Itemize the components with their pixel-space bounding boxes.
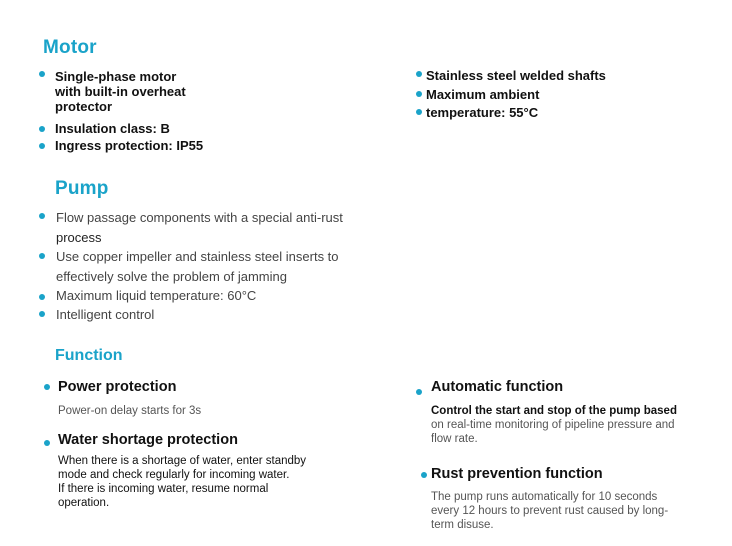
- rust-prevention-title: Rust prevention function: [431, 466, 603, 482]
- bullet-icon: [39, 143, 45, 149]
- automatic-function-title: Automatic function: [431, 379, 564, 395]
- pump-heading: Pump: [55, 178, 109, 199]
- pump-item-4: Intelligent control: [56, 307, 155, 322]
- pump-item-1: Flow passage components with a special anti-rust process: [56, 210, 343, 245]
- water-shortage-title: Water shortage protection: [58, 432, 238, 448]
- motor-item-3: Ingress protection: IP55: [55, 138, 204, 153]
- bullet-icon: [39, 311, 45, 317]
- pump-item-2: Use copper impeller and stainless steel inserts to effectively solve the problem of jamming: [56, 249, 339, 284]
- motor-right-item-2: Maximum ambient: [426, 87, 540, 102]
- function-heading: Function: [55, 347, 123, 364]
- bullet-icon: [416, 109, 422, 115]
- water-shortage-desc: When there is a shortage of water, enter standby mode and check regularly for incoming water. If there is incoming water, resume normal operation.: [58, 455, 307, 509]
- bullet-icon: [39, 294, 45, 300]
- bullet-icon: [39, 71, 45, 77]
- motor-item-1: Single-phase motor with built-in overheat protector: [55, 69, 186, 114]
- motor-heading: Motor: [43, 37, 97, 58]
- rust-prevention-desc: The pump runs automatically for 10 seconds every 12 hours to prevent rust caused by long- term disuse.: [431, 491, 669, 531]
- automatic-function-desc: Control the start and stop of the pump based on real-time monitoring of pipeline pressure and flow rate.: [431, 405, 677, 445]
- motor-item-2: Insulation class: B: [55, 121, 170, 136]
- bullet-icon: [39, 253, 45, 259]
- power-protection-title: Power protection: [58, 379, 177, 395]
- motor-right-item-1: Stainless steel welded shafts: [426, 68, 606, 83]
- bullet-icon: [416, 71, 422, 77]
- pump-item-3: Maximum liquid temperature: 60°C: [56, 288, 257, 303]
- power-protection-desc: Power-on delay starts for 3s: [58, 405, 202, 417]
- bullet-icon: [416, 91, 422, 97]
- bullet-icon: [39, 213, 45, 219]
- bullet-icon: [44, 440, 50, 446]
- bullet-icon: [421, 472, 427, 478]
- bullet-icon: [39, 126, 45, 132]
- motor-right-item-3: temperature: 55°C: [426, 105, 539, 120]
- bullet-icon: [416, 389, 422, 395]
- bullet-icon: [44, 384, 50, 390]
